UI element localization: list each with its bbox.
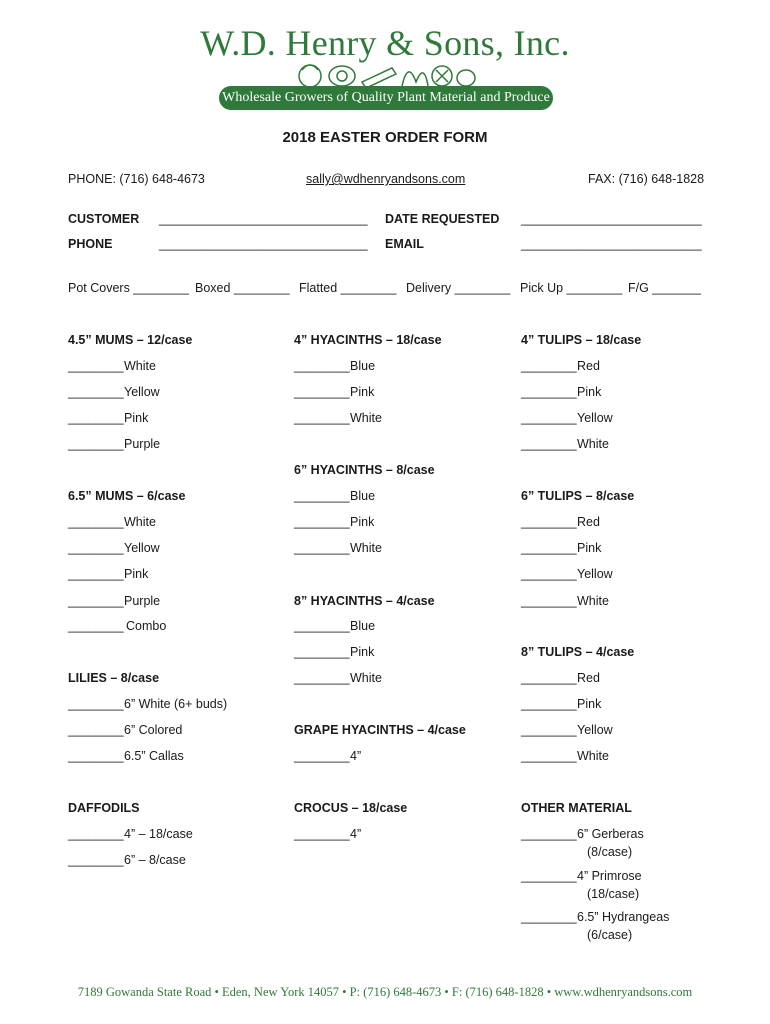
order-line[interactable]: ________6” Gerberas xyxy=(521,827,644,841)
order-line[interactable]: ________Yellow xyxy=(68,541,160,555)
customer-field[interactable]: ______________________________ xyxy=(159,212,368,226)
item-label: Pink xyxy=(577,697,602,711)
phone-field[interactable]: ______________________________ xyxy=(159,237,368,251)
order-line[interactable]: ________Yellow xyxy=(68,385,160,399)
item-label: White xyxy=(577,749,609,763)
order-line[interactable]: ________4” Primrose xyxy=(521,869,642,883)
item-label: Red xyxy=(577,515,600,529)
order-line[interactable]: ________White xyxy=(68,515,156,529)
order-line[interactable]: ________4” – 18/case xyxy=(68,827,193,841)
item-label: Purple xyxy=(124,437,161,451)
order-line[interactable]: ________Red xyxy=(521,359,600,373)
order-line[interactable]: ________Purple xyxy=(68,437,161,451)
item-label: White xyxy=(577,594,609,608)
section-title-hyacinths-4: 4” HYACINTHS – 18/case xyxy=(294,333,442,347)
order-line[interactable]: ________Pink xyxy=(68,411,149,425)
item-label: Combo xyxy=(126,619,167,633)
item-label: Pink xyxy=(577,541,602,555)
section-title-mums-65: 6.5” MUMS – 6/case xyxy=(68,489,186,503)
item-label: 4” Primrose xyxy=(577,869,642,883)
order-line[interactable]: ________Purple xyxy=(68,594,161,608)
item-label: White xyxy=(350,411,382,425)
company-name: W.D. Henry & Sons, Inc. xyxy=(200,23,570,63)
phone-label: PHONE xyxy=(68,237,113,251)
section-title-crocus: CROCUS – 18/case xyxy=(294,801,408,815)
contact-phone: PHONE: (716) 648-4673 xyxy=(68,172,205,186)
order-line[interactable]: ________Red xyxy=(521,671,600,685)
item-label: White xyxy=(350,541,382,555)
order-line[interactable]: ________Red xyxy=(521,515,600,529)
option-delivery[interactable]: Delivery ________ xyxy=(406,281,511,295)
item-label: Red xyxy=(577,671,600,685)
section-title-grape-hyacinths: GRAPE HYACINTHS – 4/case xyxy=(294,723,466,737)
item-pack-size: (18/case) xyxy=(587,887,640,901)
item-label: 6” Colored xyxy=(124,723,183,737)
item-label: Pink xyxy=(124,567,149,581)
order-line[interactable]: ________Pink xyxy=(521,385,602,399)
order-line[interactable]: ________White xyxy=(294,671,382,685)
section-title-other-material: OTHER MATERIAL xyxy=(521,801,632,815)
order-line[interactable]: ________Pink xyxy=(68,567,149,581)
email-label: EMAIL xyxy=(385,237,424,251)
item-label: Yellow xyxy=(577,411,613,425)
section-title-hyacinths-8: 8” HYACINTHS – 4/case xyxy=(294,594,435,608)
contact-email-link[interactable]: sally@wdhenryandsons.com xyxy=(306,172,466,186)
order-line[interactable]: ________Yellow xyxy=(521,567,613,581)
order-line[interactable]: ________Pink xyxy=(521,697,602,711)
order-line[interactable]: ________6.5” Callas xyxy=(68,749,184,763)
item-label: 4” – 18/case xyxy=(124,827,193,841)
item-label: 4” xyxy=(350,827,362,841)
company-tagline-banner: Wholesale Growers of Quality Plant Material and Produce xyxy=(219,86,553,110)
item-label: Pink xyxy=(577,385,602,399)
item-label: Pink xyxy=(124,411,149,425)
contact-fax: FAX: (716) 648-1828 xyxy=(588,172,705,186)
order-line[interactable]: ________6” – 8/case xyxy=(68,853,186,867)
customer-label: CUSTOMER xyxy=(68,212,140,226)
section-title-hyacinths-6: 6” HYACINTHS – 8/case xyxy=(294,463,435,477)
item-label: White xyxy=(577,437,609,451)
order-line[interactable]: ________Blue xyxy=(294,489,376,503)
item-label: 6” Gerberas xyxy=(577,827,644,841)
item-label: Blue xyxy=(350,489,376,503)
item-label: White xyxy=(124,515,156,529)
section-title-lilies: LILIES – 8/case xyxy=(68,671,160,685)
order-line[interactable]: ________6” White (6+ buds) xyxy=(68,697,228,711)
item-label: Red xyxy=(577,359,600,373)
item-label: Pink xyxy=(350,515,375,529)
item-label: 4” xyxy=(350,749,362,763)
order-line[interactable]: ________Blue xyxy=(294,359,376,373)
option-boxed[interactable]: Boxed ________ xyxy=(195,281,290,295)
item-label: Yellow xyxy=(577,723,613,737)
order-line[interactable]: ________Pink xyxy=(294,385,375,399)
order-line[interactable]: ________White xyxy=(294,541,382,555)
item-label: 6.5” Hydrangeas xyxy=(577,910,670,924)
item-label: White xyxy=(124,359,156,373)
order-line[interactable]: ________White xyxy=(294,411,382,425)
order-line[interactable]: ________6.5” Hydrangeas xyxy=(521,910,670,924)
option-flatted[interactable]: Flatted ________ xyxy=(299,281,397,295)
order-line[interactable]: ________Pink xyxy=(521,541,602,555)
section-title-tulips-6: 6” TULIPS – 8/case xyxy=(521,489,635,503)
item-label: Yellow xyxy=(124,385,160,399)
item-label: Pink xyxy=(350,385,375,399)
item-label: White xyxy=(350,671,382,685)
date-requested-field[interactable]: __________________________ xyxy=(521,212,702,226)
form-title: 2018 EASTER ORDER FORM xyxy=(282,129,488,146)
section-title-tulips-4: 4” TULIPS – 18/case xyxy=(521,333,642,347)
item-label: 6” White (6+ buds) xyxy=(124,697,228,711)
order-line[interactable]: ________4” xyxy=(294,749,362,763)
item-label: Pink xyxy=(350,645,375,659)
option-fg[interactable]: F/G _______ xyxy=(628,281,701,295)
order-line[interactable]: ________Pink xyxy=(294,515,375,529)
option-pot-covers[interactable]: Pot Covers ________ xyxy=(68,281,189,295)
order-line[interactable]: ________ Combo xyxy=(68,619,167,633)
order-line[interactable]: ________White xyxy=(521,594,609,608)
item-pack-size: (6/case) xyxy=(587,928,633,942)
order-line[interactable]: ________4” xyxy=(294,827,362,841)
section-title-tulips-8: 8” TULIPS – 4/case xyxy=(521,645,635,659)
item-pack-size: (8/case) xyxy=(587,845,633,859)
order-line[interactable]: ________6” Colored xyxy=(68,723,183,737)
order-line[interactable]: ________White xyxy=(521,749,609,763)
date-requested-label: DATE REQUESTED xyxy=(385,212,500,226)
item-label: Purple xyxy=(124,594,161,608)
order-line[interactable]: ________Pink xyxy=(294,645,375,659)
footer-address: 7189 Gowanda State Road • Eden, New York 14057 • P: (716) 648-4673 • F: (716) 648-1828 • www.wdhenryandsons.com xyxy=(77,985,693,999)
email-field[interactable]: __________________________ xyxy=(521,237,702,251)
item-label: Yellow xyxy=(577,567,613,581)
item-label: 6” – 8/case xyxy=(124,853,186,867)
order-line[interactable]: ________Blue xyxy=(294,619,376,633)
section-title-mums-45: 4.5” MUMS – 12/case xyxy=(68,333,193,347)
item-label: Blue xyxy=(350,359,376,373)
order-line[interactable]: ________White xyxy=(521,437,609,451)
order-line[interactable]: ________White xyxy=(68,359,156,373)
item-label: Yellow xyxy=(124,541,160,555)
option-pick-up[interactable]: Pick Up ________ xyxy=(520,281,623,295)
order-line[interactable]: ________Yellow xyxy=(521,723,613,737)
section-title-daffodils: DAFFODILS xyxy=(68,801,140,815)
order-line[interactable]: ________Yellow xyxy=(521,411,613,425)
item-label: 6.5” Callas xyxy=(124,749,184,763)
item-label: Blue xyxy=(350,619,376,633)
